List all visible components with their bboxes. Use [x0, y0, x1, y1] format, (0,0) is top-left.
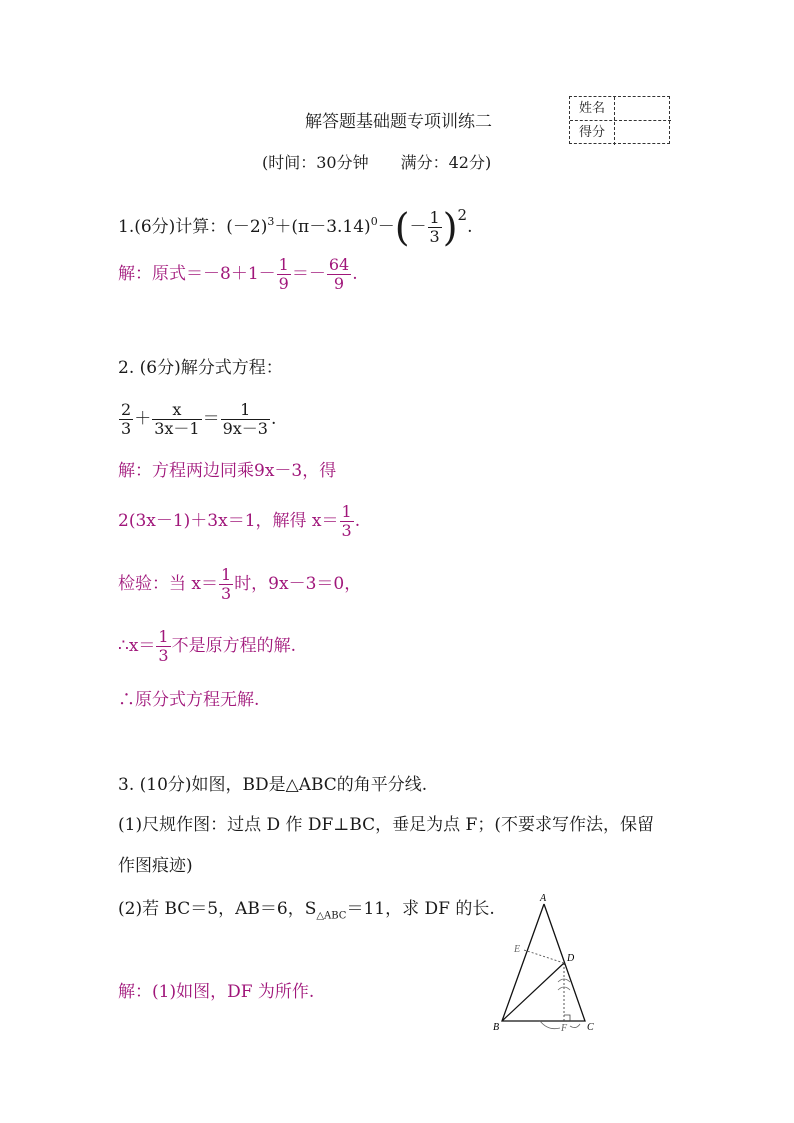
q2-period: .: [270, 409, 277, 429]
q1-sol-fraction-1: $\frac{1}{9}$: [278, 255, 289, 293]
question-3-line-1: 3. (10分)如图，BD是△ABC的角平分线.: [118, 775, 428, 795]
q1-exponent-2: 0: [370, 215, 378, 228]
q3-4-suffix: ＝11，求 DF 的长.: [346, 899, 495, 919]
question-2-header: 2. (6分)解分式方程：: [118, 358, 283, 378]
q1-fraction: $\frac{1}{3}$: [429, 208, 440, 246]
score-label: 得分: [578, 125, 605, 140]
q1-sol-period: .: [352, 264, 358, 284]
label-d: D: [567, 953, 575, 964]
name-label: 姓名: [578, 101, 605, 116]
right-angle-mark: [564, 1015, 570, 1021]
q3-solution: 解：(1)如图，DF 为所作.: [118, 982, 315, 1002]
q2-sol-4-text: ∴x＝: [118, 636, 156, 656]
q1-text-mid: ＋(π－3.14): [274, 217, 371, 237]
q2-solution-line-4: [118, 624, 296, 668]
label-f: F: [561, 1023, 568, 1034]
segment-de: [524, 950, 564, 963]
q2-solution-line-3: [118, 562, 361, 606]
question-3-line-4: [118, 899, 495, 926]
triangle-figure: [490, 890, 600, 1035]
q2-fraction-c: $\frac{1}{9x-3}$: [222, 400, 268, 438]
q1-frac-sign: －: [409, 217, 427, 237]
label-e: E: [514, 944, 521, 955]
label-a: A: [540, 893, 547, 904]
label-b: B: [493, 1022, 500, 1033]
q2-equals: ＝: [202, 409, 220, 429]
q1-text: 1.(6分)计算：(－2): [118, 217, 268, 237]
construction-arc-3: [540, 1021, 560, 1029]
name-score-box: [569, 96, 670, 144]
q2-sol-3-text: 检验：当 x＝: [118, 574, 218, 594]
page-subtitle: (时间：30分钟 满分：42分): [262, 153, 492, 172]
q2-plus: ＋: [134, 409, 152, 429]
bisector-bd: [502, 963, 564, 1021]
q2-sol-2-fraction: $\frac{1}{3}$: [341, 502, 352, 540]
q3-4-subscript: △ABC: [316, 910, 347, 922]
q2-solution-line-1: 解：方程两边同乘9x－3，得: [118, 461, 337, 481]
question-2-equation: [118, 396, 276, 442]
q2-sol-3-suffix: 时，9x－3＝0，: [234, 574, 362, 594]
q1-sol-eq: ＝－: [291, 264, 326, 284]
question-3-line-3: 作图痕迹): [118, 856, 193, 876]
page-title: 解答题基础题专项训练二: [305, 112, 492, 132]
q2-sol-2-period: .: [354, 511, 361, 531]
q1-exponent-3: 2: [457, 206, 468, 224]
question-1: [118, 195, 473, 250]
q1-exponent-1: 3: [267, 215, 275, 228]
q2-sol-4-suffix: 不是原方程的解.: [171, 636, 296, 656]
q2-fraction-a: $\frac{2}{3}$: [121, 400, 132, 438]
q2-fraction-b: $\frac{x}{3x-1}$: [154, 400, 200, 438]
q2-sol-3-fraction: $\frac{1}{3}$: [221, 565, 232, 603]
q2-sol-4-fraction: $\frac{1}{3}$: [158, 627, 169, 665]
q1-sol-fraction-2: $\frac{64}{9}$: [328, 255, 350, 293]
construction-arc-4: [570, 1024, 580, 1028]
left-paren: (: [394, 205, 410, 250]
q3-4-text: (2)若 BC＝5，AB＝6，S: [118, 899, 317, 919]
q1-minus: －: [377, 217, 395, 237]
q2-solution-line-2: [118, 498, 360, 544]
box-column-divider: [614, 97, 615, 145]
q1-sol-text: 解：原式＝－8＋1－: [118, 264, 276, 284]
q1-period: .: [467, 217, 473, 237]
right-paren: ): [442, 205, 458, 250]
q2-sol-2-text: 2(3x－1)＋3x＝1，解得 x＝: [118, 511, 339, 531]
q1-solution: [118, 252, 358, 296]
question-3-line-2: (1)尺规作图：过点 D 作 DF⊥BC，垂足为点 F；(不要求写作法，保留: [118, 815, 654, 835]
label-c: C: [587, 1022, 594, 1033]
q2-solution-line-5: ∴原分式方程无解.: [118, 690, 260, 710]
